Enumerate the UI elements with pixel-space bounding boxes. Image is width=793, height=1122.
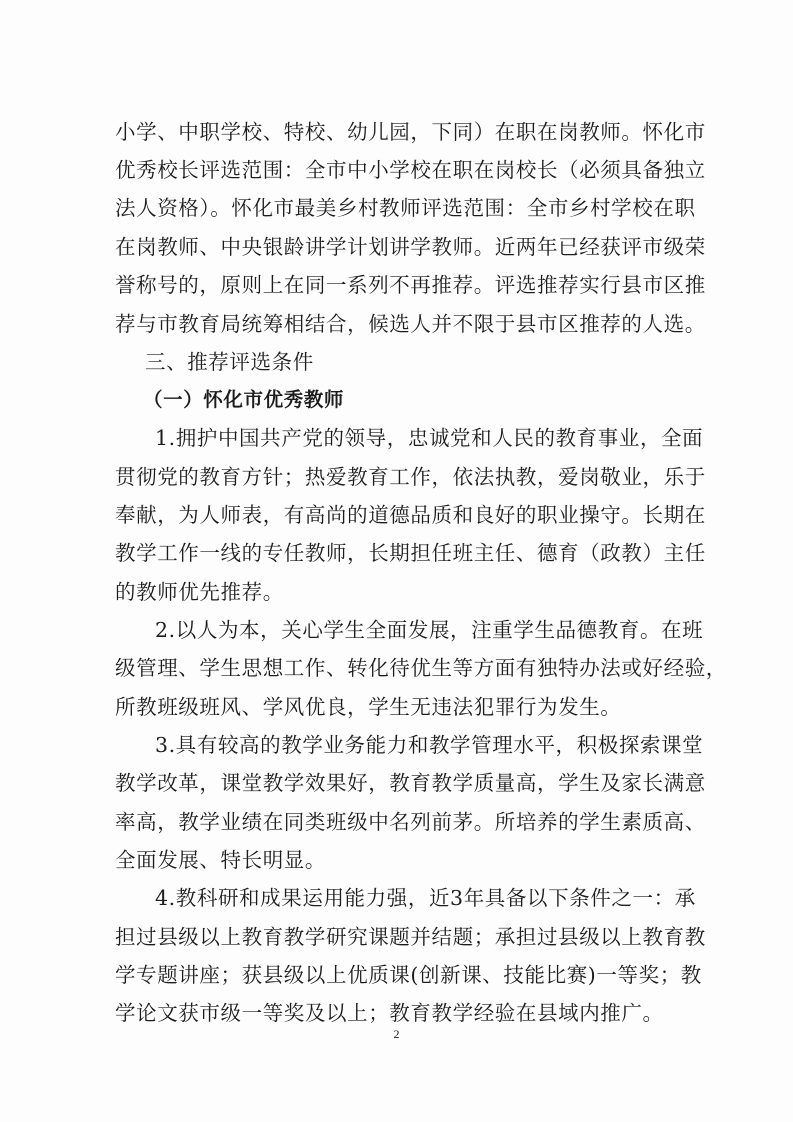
item-3-line: 教学改革，课堂教学效果好，教育教学质量高，学生及家长满意 [115, 771, 706, 795]
item-1-line: 奉献，为人师表，有高尚的道德品质和良好的职业操守。长期在 [115, 503, 706, 527]
subsection-heading: （一）怀化市优秀教师 [143, 388, 345, 411]
page-number: 2 [393, 1027, 400, 1041]
item-1-line: 的教师优先推荐。 [115, 580, 284, 604]
item-1-line: 贯彻党的教育方针；热爱教育工作，依法执教，爱岗敬业，乐于 [115, 465, 706, 489]
section-heading: 三、推荐评选条件 [145, 350, 314, 374]
item-4-line: 4.教科研和成果运用能力强，近3年具备以下条件之一：承 [155, 886, 696, 910]
paragraph-line: 法人资格）。怀化市最美乡村教师评选范围：全市乡村学校在职 [115, 196, 696, 220]
paragraph-line: 荐与市教育局统筹相结合，候选人并不限于县市区推荐的人选。 [115, 312, 706, 336]
paragraph-line: 小学、中职学校、特校、幼儿园，下同）在职在岗教师。怀化市 [115, 120, 706, 144]
item-3-line: 率高，教学业绩在同类班级中名列前茅。所培养的学生素质高、 [115, 810, 706, 834]
item-3-line: 3.具有较高的教学业务能力和教学管理水平，积极探索课堂 [155, 733, 704, 757]
item-4-line: 学论文获市级一等奖及以上；教育教学经验在县域内推广。 [115, 1001, 664, 1025]
item-3-line: 全面发展、特长明显。 [115, 848, 326, 872]
item-4-line: 学专题讲座；获县级以上优质课(创新课、技能比赛)一等奖；教 [115, 963, 702, 987]
paragraph-line: 优秀校长评选范围：全市中小学校在职在岗校长（必须具备独立 [115, 158, 706, 182]
item-4-line: 担过县级以上教育教学研究课题并结题；承担过县级以上教育教 [115, 925, 706, 949]
item-2-line: 2.以人为本，关心学生全面发展，注重学生品德教育。在班 [155, 618, 704, 642]
item-1-line: 1.拥护中国共产党的领导，忠诚党和人民的教育事业，全面 [155, 426, 704, 450]
item-2-line: 级管理、学生思想工作、转化待优生等方面有独特办法或好经验， [115, 656, 727, 680]
item-2-line: 所教班级班风、学风优良，学生无违法犯罪行为发生。 [115, 695, 622, 719]
paragraph-line: 在岗教师、中央银龄讲学计划讲学教师。近两年已经获评市级荣 [115, 235, 706, 259]
item-1-line: 教学工作一线的专任教师，长期担任班主任、德育（政教）主任 [115, 541, 706, 565]
paragraph-line: 誉称号的，原则上在同一系列不再推荐。评选推荐实行县市区推 [115, 273, 706, 297]
